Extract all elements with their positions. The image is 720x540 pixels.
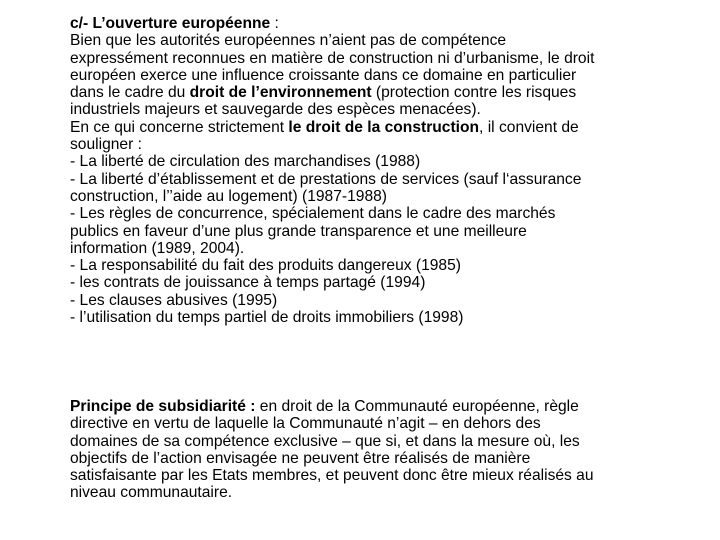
principle-line-6: niveau communautaire. — [70, 484, 233, 502]
intro-line-2: expressément reconnues en matière de construction ni d’urbanisme, le droit — [70, 49, 595, 67]
intro-line-4 — [70, 84, 690, 101]
list-item-4: - La responsabilité du fait des produits dangereux (1985) — [70, 257, 461, 275]
section-heading — [70, 15, 690, 32]
list-item-3-line-2: publics en faveur d’une plus grande transparence et une meilleure — [70, 222, 527, 240]
principle-line-2: directive en vertu de laquelle la Communauté n’agit – en dehors des — [70, 415, 541, 433]
list-item-6: - Les clauses abusives (1995) — [70, 291, 278, 309]
list-item-5: - les contrats de jouissance à temps partagé (1994) — [70, 274, 426, 292]
principle-line-3: domaines de sa compétence exclusive – que si, et dans la mesure où, les — [70, 432, 580, 450]
construction-line-1-pre: En ce qui concerne strictement — [70, 118, 289, 136]
intro-line-3: européen exerce une influence croissante dans ce domaine en particulier — [70, 66, 577, 84]
section-heading-suffix: : — [270, 15, 279, 32]
construction-line-2: souligner : — [70, 136, 142, 154]
list-item-3-line-3: information (1989, 2004). — [70, 239, 245, 257]
construction-line-1-bold: le droit de la construction — [288, 118, 480, 136]
principle-line-4: objectifs de l’action envisagée ne peuvent être réalisés de manière — [70, 449, 531, 467]
intro-line-5: industriels majeurs et sauvegarde des espèces menacées). — [70, 101, 481, 119]
list-item-2-line-1: - La liberté d’établissement et de prestations de services (sauf l‘assurance — [70, 170, 582, 188]
principle-line-1-post: en droit de la Communauté européenne, règle — [255, 398, 579, 415]
list-item-3-line-1: - Les règles de concurrence, spécialement dans le cadre des marchés — [70, 205, 556, 223]
principle-term: Principe de subsidiarité : — [70, 398, 256, 415]
list-item-1: - La liberté de circulation des marchandises (1988) — [70, 153, 421, 171]
intro-line-1: Bien que les autorités européennes n’aient pas de compétence — [70, 32, 507, 50]
intro-line-4-bold: droit de l’environnement — [189, 84, 372, 102]
intro-line-4-post: (protection contre les risques — [371, 84, 577, 102]
section-heading-label: c/- L’ouverture européenne — [70, 15, 271, 32]
section-ouverture-europeenne — [70, 15, 690, 326]
section-principe-subsidiarite — [70, 398, 690, 502]
intro-line-4-pre: dans le cadre du — [70, 84, 190, 102]
list-item-7: - l’utilisation du temps partiel de droits immobiliers (1998) — [70, 309, 464, 327]
principle-line-1 — [70, 398, 690, 415]
principle-line-5: satisfaisante par les Etats membres, et peuvent donc être mieux réalisés au — [70, 467, 594, 485]
construction-line-1-post: , il convient de — [479, 118, 579, 136]
construction-line-1 — [70, 119, 690, 136]
list-item-2-line-2: construction, l’’aide au logement) (1987-1988) — [70, 187, 387, 205]
